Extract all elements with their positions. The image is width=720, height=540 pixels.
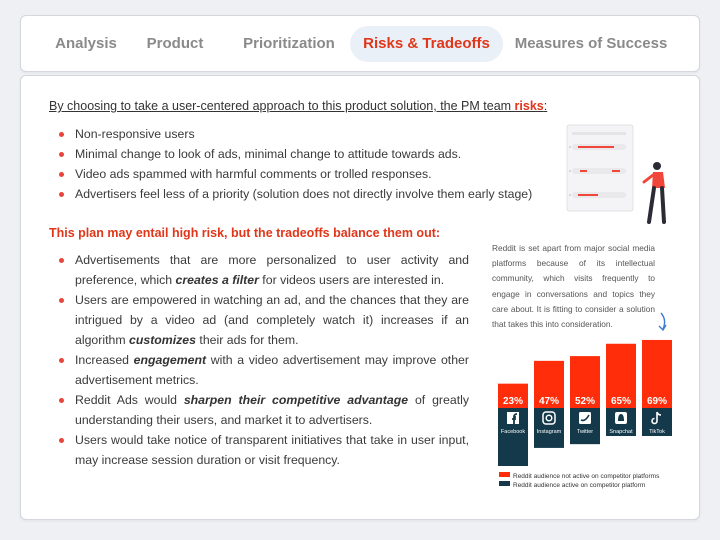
intro-statement: By choosing to take a user-centered approach to this product solution, the PM team risks: — [49, 99, 548, 113]
tab-measures-of-success[interactable]: Measures of Success — [514, 35, 668, 52]
list-item: Increased engagement with a video advertisement may improve other advertisement metrics. — [49, 350, 469, 390]
category-label: Twitter — [576, 429, 594, 435]
legend-item: Reddit audience not active on competitor platforms — [499, 472, 659, 481]
list-item: Advertisers feel less of a priority (solution does not directly involve them early stage) — [49, 184, 519, 204]
list-item: Users are empowered in watching an ad, and the chances that they are intrigued by a video ad (and completely watch it) increases if an algorithm customizes their ads for them. — [49, 290, 469, 350]
benefits-list — [49, 250, 469, 470]
list-item: Reddit Ads would sharpen their competitive advantage of greatly understanding their users, and market it to advertisers. — [49, 390, 469, 430]
legend-swatch — [499, 472, 510, 477]
bar-active — [534, 408, 564, 448]
tab-product[interactable]: Product — [146, 35, 204, 52]
legend-swatch — [499, 481, 510, 486]
category-label: TikTok — [649, 429, 665, 435]
category-label: Instagram — [536, 429, 562, 435]
list-item: Users would take notice of transparent initiatives that take in user input, may increase session duration or visit frequency. — [49, 430, 469, 470]
data-label: 23% — [502, 396, 524, 407]
side-note: Reddit is set apart from major social media platforms because of its intellectual community, which visits frequently to engage in conversations and topics they care about. It is fitting to consider a solution that takes this into consideration. — [492, 243, 655, 330]
list-item: Video ads spammed with harmful comments or trolled responses. — [49, 164, 519, 184]
facebook-icon — [507, 412, 519, 424]
tradeoff-heading: This plan may entail high risk, but the tradeoffs balance them out: — [49, 226, 441, 240]
risks-emphasis: risks — [514, 99, 544, 113]
snapchat-icon — [615, 412, 627, 424]
list-item: Non-responsive users — [49, 124, 519, 144]
curved-arrow-icon — [657, 312, 669, 332]
tab-bar — [20, 15, 700, 72]
competitor-platform-chart — [496, 336, 696, 471]
tab-analysis[interactable]: Analysis — [55, 35, 117, 52]
person-dashboard-illustration — [566, 124, 676, 229]
tab-risks-tradeoffs[interactable]: Risks & Tradeoffs — [350, 26, 503, 62]
list-item: Minimal change to look of ads, minimal change to attitude towards ads. — [49, 144, 519, 164]
content-panel — [20, 75, 700, 520]
list-item: Advertisements that are more personalized to user activity and preference, which creates a filter for videos users are interested in. — [49, 250, 469, 290]
category-label: Snapchat — [609, 429, 633, 435]
chart-legend — [499, 472, 659, 490]
category-label: Facebook — [500, 429, 526, 435]
risks-list — [49, 124, 533, 204]
data-label: 69% — [646, 396, 668, 407]
tab-prioritization[interactable]: Prioritization — [243, 35, 335, 52]
data-label: 52% — [574, 396, 596, 407]
twitter-icon — [579, 412, 591, 424]
data-label: 47% — [538, 396, 560, 407]
data-label: 65% — [610, 396, 632, 407]
legend-item: Reddit audience active on competitor platform — [499, 481, 659, 490]
